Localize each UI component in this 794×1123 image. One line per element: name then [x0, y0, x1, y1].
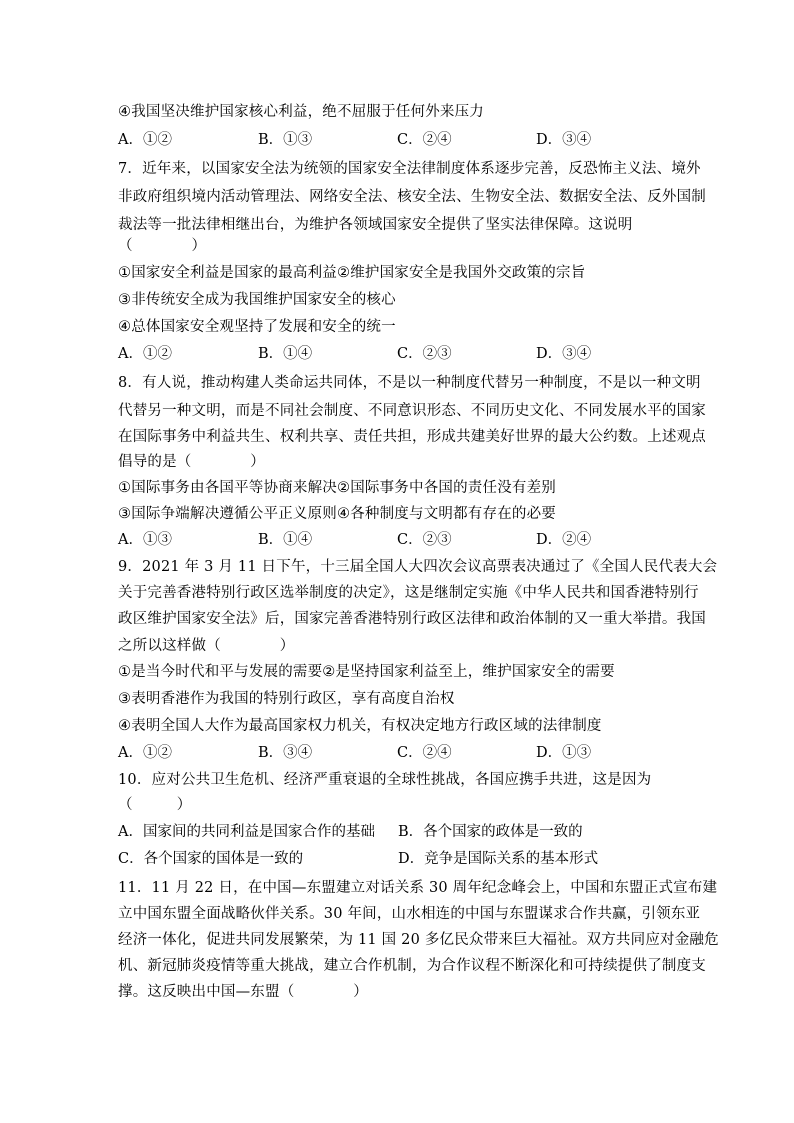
q8-stem-line-1: 8．有人说，推动构建人类命运共同体，不是以一种制度代替另一种制度，不是以一种文明	[118, 375, 701, 391]
q9-option-c[interactable]: C．②④	[397, 745, 452, 761]
q8-option-b[interactable]: B．①④	[258, 532, 313, 548]
q7-item-4: ④总体国家安全观坚持了发展和安全的统一	[118, 319, 396, 335]
q7-options	[118, 344, 678, 364]
q9-option-b[interactable]: B．③④	[258, 745, 313, 761]
q8-stem-line-3: 在国际事务中利益共生、权利共享、责任共担，形成共建美好世界的最大公约数。上述观点	[118, 429, 706, 445]
q7-option-a[interactable]: A．①②	[118, 346, 172, 362]
q11-stem-line-2: 立中国东盟全面战略伙伴关系。30 年间，山水相连的中国与东盟谋求合作共赢，引领东亚	[118, 906, 701, 922]
q10-option-a[interactable]: A．国家间的共同利益是国家合作的基础	[118, 824, 375, 840]
q8-item-3-4: ③国际争端解决遵循公平正义原则④各种制度与文明都有存在的必要	[118, 506, 556, 522]
q8-options	[118, 530, 678, 550]
q11-stem-line-4: 机、新冠肺炎疫情等重大挑战，建立合作机制，为合作议程不断深化和可持续提供了制度支	[118, 958, 706, 974]
q10-option-b[interactable]: B．各个国家的政体是一致的	[398, 824, 583, 840]
q8-option-d[interactable]: D．②④	[536, 532, 592, 548]
q6-option-d[interactable]: D．③④	[536, 132, 592, 148]
q6-option-b[interactable]: B．①③	[258, 132, 313, 148]
q9-stem-line-2: 关于完善香港特别行政区选举制度的决定》，这是继制定实施《中华人民共和国香港特别行	[118, 585, 699, 601]
q7-option-b[interactable]: B．①④	[258, 346, 313, 362]
q7-answer-blank[interactable]: （ ）	[118, 238, 207, 254]
q8-stem-line-4[interactable]: 倡导的是（ ）	[118, 454, 265, 470]
q6-option-a[interactable]: A．①②	[118, 132, 172, 148]
q8-option-c[interactable]: C．②③	[397, 532, 452, 548]
q10-options-row-2	[118, 849, 678, 869]
q9-stem-line-3: 政区维护国家安全法》后，国家完善香港特别行政区法律和政治体制的又一重大举措。我国	[118, 611, 706, 627]
q10-options-row-1	[118, 822, 678, 842]
q7-item-3: ③非传统安全成为我国维护国家安全的核心	[118, 292, 396, 308]
q8-item-1-2: ①国际事务由各国平等协商来解决②国际事务中各国的责任没有差别	[118, 480, 556, 496]
q7-option-d[interactable]: D．③④	[536, 346, 592, 362]
q7-stem-line-2: 非政府组织境内活动管理法、网络安全法、核安全法、生物安全法、数据安全法、反外国制	[118, 189, 706, 205]
q10-stem-line-1: 10．应对公共卫生危机、经济严重衰退的全球性挑战，各国应携手共进，这是因为	[118, 772, 652, 788]
q10-answer-blank[interactable]: （ ）	[118, 797, 192, 813]
q9-item-3: ③表明香港作为我国的特别行政区，享有高度自治权	[118, 691, 455, 707]
q9-stem-line-1: 9．2021 年 3 月 11 日下午，十三届全国人大四次会议高票表决通过了《全国人民代表大会	[118, 559, 718, 575]
q8-option-a[interactable]: A．①③	[118, 532, 172, 548]
q11-stem-line-5[interactable]: 撑。这反映出中国—东盟（ ）	[118, 984, 368, 1000]
q10-option-d[interactable]: D．竞争是国际关系的基本形式	[398, 851, 599, 867]
q6-item-4: ④我国坚决维护国家核心利益，绝不屈服于任何外来压力	[118, 104, 484, 120]
q9-option-d[interactable]: D．①③	[536, 745, 592, 761]
q7-item-1-2: ①国家安全利益是国家的最高利益②维护国家安全是我国外交政策的宗旨	[118, 265, 586, 281]
q6-options	[118, 130, 678, 150]
q11-stem-line-1: 11．11 月 22 日，在中国—东盟建立对话关系 30 周年纪念峰会上，中国和东盟正式宣布建	[118, 880, 718, 896]
q10-option-c[interactable]: C．各个国家的国体是一致的	[118, 851, 304, 867]
q11-stem-line-3: 经济一体化，促进共同发展繁荣，为 11 国 20 多亿民众带来巨大福祉。双方共同应对金融危	[118, 932, 719, 948]
q9-item-4: ④表明全国人大作为最高国家权力机关，有权决定地方行政区域的法律制度	[118, 718, 602, 734]
q9-stem-line-4[interactable]: 之所以这样做（ ）	[118, 638, 295, 654]
q9-option-a[interactable]: A．①②	[118, 745, 172, 761]
q8-stem-line-2: 代替另一种文明，而是不同社会制度、不同意识形态、不同历史文化、不同发展水平的国家	[118, 403, 706, 419]
q9-options	[118, 743, 678, 763]
q9-item-1-2: ①是当今时代和平与发展的需要②是坚持国家利益至上，维护国家安全的需要	[118, 664, 615, 680]
q7-stem-line-3: 裁法等一批法律相继出台，为维护各领域国家安全提供了坚实法律保障。这说明	[118, 217, 633, 233]
q7-option-c[interactable]: C．②③	[397, 346, 452, 362]
q6-option-c[interactable]: C．②④	[397, 132, 452, 148]
q7-stem-line-1: 7．近年来，以国家安全法为统领的国家安全法律制度体系逐步完善，反恐怖主义法、境外	[118, 161, 701, 177]
